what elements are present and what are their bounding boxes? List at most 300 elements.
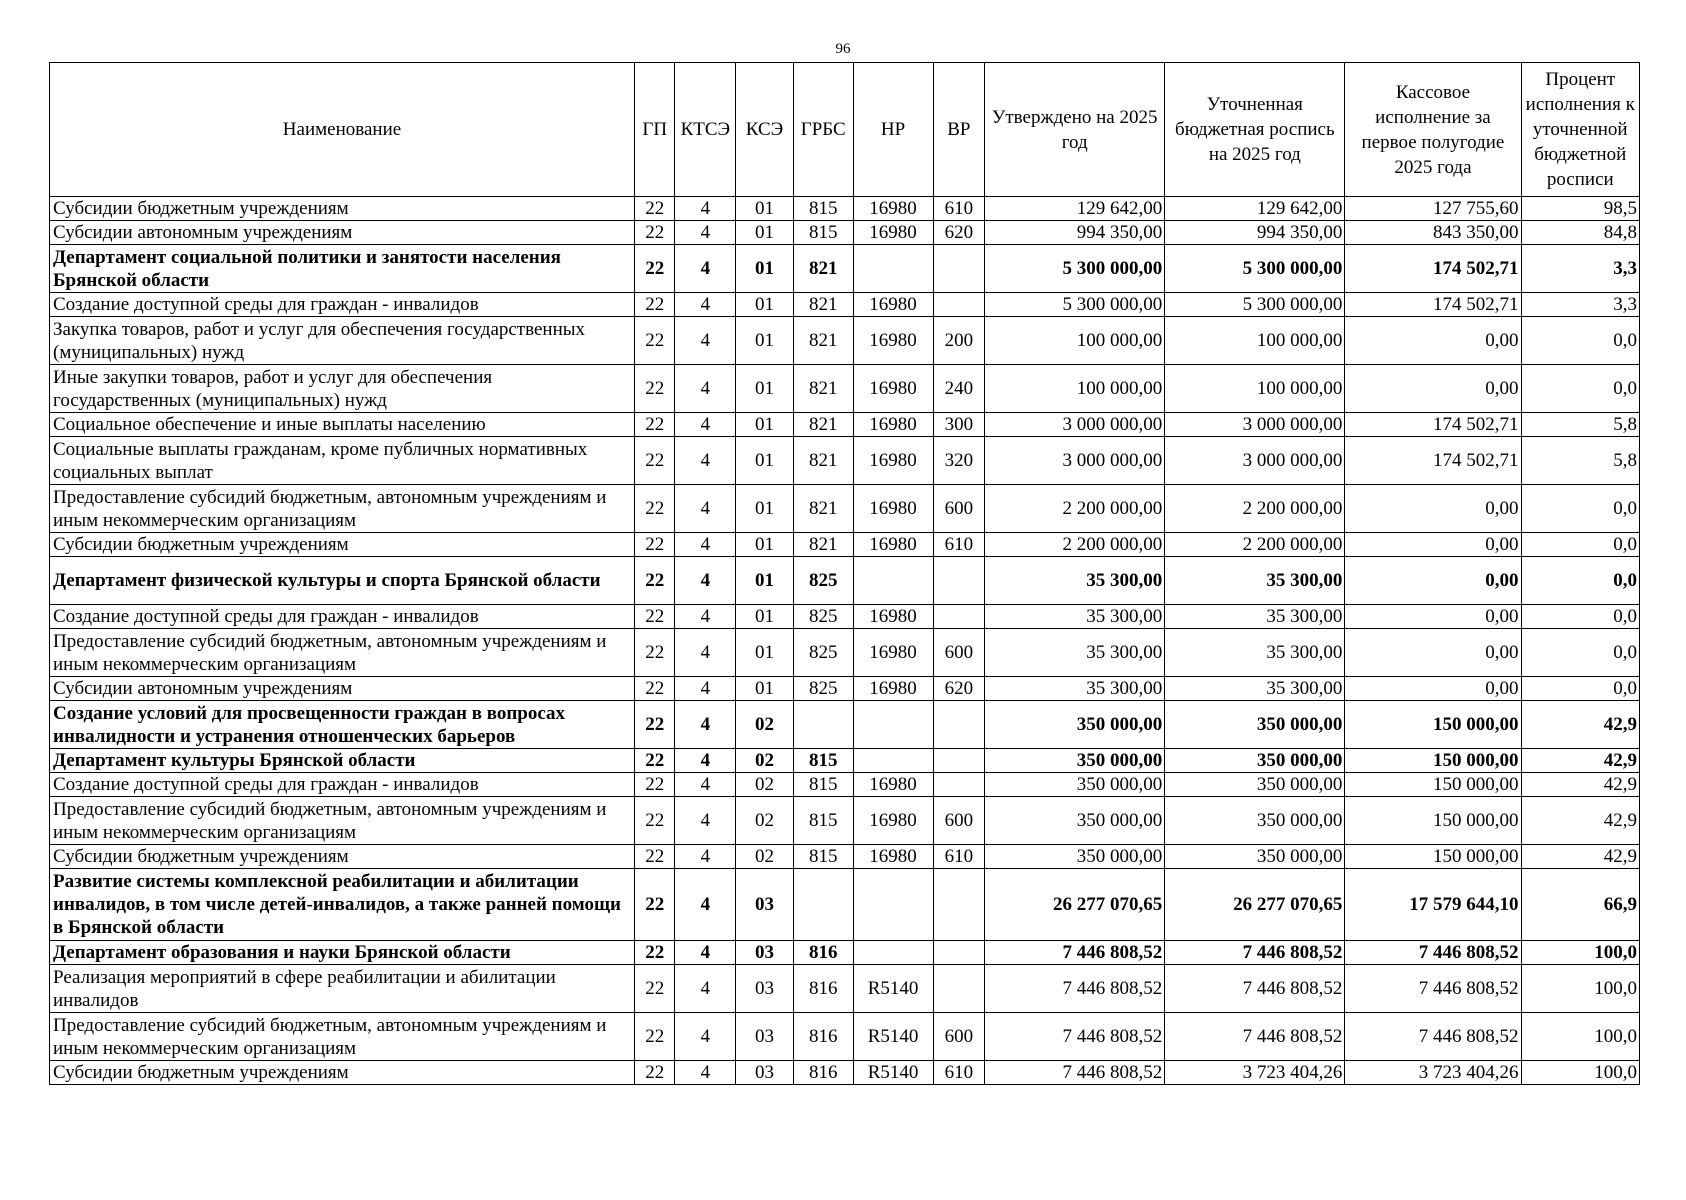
cell-name: Создание доступной среды для граждан - инвалидов <box>50 605 635 629</box>
cell-name: Департамент образования и науки Брянской области <box>50 941 635 965</box>
cell-approved: 7 446 808,52 <box>985 1061 1165 1085</box>
cell-grbs: 821 <box>793 485 853 533</box>
cell-name: Предоставление субсидий бюджетным, автономным учреждениям и иным некоммерческим организациям <box>50 1013 635 1061</box>
cell-percent: 42,9 <box>1521 749 1640 773</box>
cell-percent: 66,9 <box>1521 869 1640 941</box>
cell-ktse: 4 <box>675 245 736 293</box>
cell-nr: 16980 <box>853 533 933 557</box>
cell-refined: 3 000 000,00 <box>1165 437 1345 485</box>
cell-ktse: 4 <box>675 869 736 941</box>
cell-refined: 7 446 808,52 <box>1165 941 1345 965</box>
cell-ktse: 4 <box>675 797 736 845</box>
cell-vr <box>933 941 985 965</box>
cell-name: Развитие системы комплексной реабилитации и абилитации инвалидов, в том числе детей-инвалидов, а также ранней помощи в Брянской области <box>50 869 635 941</box>
cell-percent: 5,8 <box>1521 437 1640 485</box>
cell-vr: 240 <box>933 365 985 413</box>
cell-vr: 600 <box>933 797 985 845</box>
cell-gp: 22 <box>634 365 674 413</box>
cell-percent: 0,0 <box>1521 629 1640 677</box>
cell-grbs: 825 <box>793 677 853 701</box>
table-row <box>50 221 1640 245</box>
cell-nr: R5140 <box>853 1061 933 1085</box>
cell-nr: 16980 <box>853 197 933 221</box>
table-row <box>50 677 1640 701</box>
cell-vr: 300 <box>933 413 985 437</box>
cell-cash: 0,00 <box>1345 317 1521 365</box>
cell-cash: 127 755,60 <box>1345 197 1521 221</box>
header-cash: Кассовое исполнение за первое полугодие 2025 года <box>1345 63 1521 197</box>
cell-kse: 01 <box>736 245 794 293</box>
cell-approved: 350 000,00 <box>985 701 1165 749</box>
cell-refined: 7 446 808,52 <box>1165 965 1345 1013</box>
cell-cash: 0,00 <box>1345 485 1521 533</box>
cell-cash: 3 723 404,26 <box>1345 1061 1521 1085</box>
cell-refined: 5 300 000,00 <box>1165 245 1345 293</box>
cell-approved: 35 300,00 <box>985 557 1165 605</box>
cell-approved: 100 000,00 <box>985 365 1165 413</box>
cell-ktse: 4 <box>675 221 736 245</box>
cell-percent: 84,8 <box>1521 221 1640 245</box>
cell-grbs: 816 <box>793 965 853 1013</box>
cell-name: Субсидии автономным учреждениям <box>50 677 635 701</box>
cell-gp: 22 <box>634 413 674 437</box>
cell-percent: 98,5 <box>1521 197 1640 221</box>
cell-cash: 7 446 808,52 <box>1345 965 1521 1013</box>
cell-cash: 0,00 <box>1345 629 1521 677</box>
cell-percent: 0,0 <box>1521 365 1640 413</box>
cell-approved: 350 000,00 <box>985 773 1165 797</box>
cell-refined: 100 000,00 <box>1165 317 1345 365</box>
cell-percent: 3,3 <box>1521 245 1640 293</box>
cell-vr <box>933 701 985 749</box>
cell-kse: 02 <box>736 845 794 869</box>
cell-nr <box>853 749 933 773</box>
header-vr: ВР <box>933 63 985 197</box>
cell-kse: 03 <box>736 941 794 965</box>
cell-vr <box>933 245 985 293</box>
cell-gp: 22 <box>634 869 674 941</box>
cell-vr <box>933 605 985 629</box>
cell-cash: 174 502,71 <box>1345 437 1521 485</box>
cell-gp: 22 <box>634 941 674 965</box>
cell-nr: R5140 <box>853 1013 933 1061</box>
cell-kse: 01 <box>736 629 794 677</box>
cell-name: Закупка товаров, работ и услуг для обеспечения государственных (муниципальных) нужд <box>50 317 635 365</box>
cell-ktse: 4 <box>675 317 736 365</box>
table-row <box>50 413 1640 437</box>
cell-ktse: 4 <box>675 1013 736 1061</box>
cell-vr <box>933 965 985 1013</box>
cell-grbs <box>793 869 853 941</box>
cell-ktse: 4 <box>675 365 736 413</box>
cell-refined: 35 300,00 <box>1165 677 1345 701</box>
table-row <box>50 437 1640 485</box>
cell-name: Создание доступной среды для граждан - инвалидов <box>50 293 635 317</box>
cell-vr: 600 <box>933 485 985 533</box>
budget-table <box>49 62 1640 1085</box>
cell-gp: 22 <box>634 437 674 485</box>
cell-grbs: 821 <box>793 245 853 293</box>
cell-refined: 994 350,00 <box>1165 221 1345 245</box>
cell-name: Субсидии бюджетным учреждениям <box>50 197 635 221</box>
cell-gp: 22 <box>634 245 674 293</box>
cell-gp: 22 <box>634 557 674 605</box>
cell-kse: 03 <box>736 1061 794 1085</box>
cell-cash: 174 502,71 <box>1345 245 1521 293</box>
cell-refined: 5 300 000,00 <box>1165 293 1345 317</box>
table-row <box>50 749 1640 773</box>
header-name: Наименование <box>50 63 635 197</box>
cell-percent: 0,0 <box>1521 533 1640 557</box>
cell-percent: 0,0 <box>1521 677 1640 701</box>
cell-vr: 610 <box>933 845 985 869</box>
cell-percent: 42,9 <box>1521 773 1640 797</box>
cell-gp: 22 <box>634 1013 674 1061</box>
cell-approved: 26 277 070,65 <box>985 869 1165 941</box>
cell-grbs: 825 <box>793 629 853 677</box>
cell-nr: 16980 <box>853 317 933 365</box>
cell-nr: 16980 <box>853 677 933 701</box>
cell-approved: 35 300,00 <box>985 605 1165 629</box>
cell-name: Социальное обеспечение и иные выплаты населению <box>50 413 635 437</box>
cell-name: Предоставление субсидий бюджетным, автономным учреждениям и иным некоммерческим организациям <box>50 485 635 533</box>
cell-grbs <box>793 701 853 749</box>
cell-approved: 5 300 000,00 <box>985 245 1165 293</box>
cell-approved: 35 300,00 <box>985 677 1165 701</box>
cell-name: Иные закупки товаров, работ и услуг для обеспечения государственных (муниципальных) нужд <box>50 365 635 413</box>
cell-ktse: 4 <box>675 845 736 869</box>
cell-kse: 02 <box>736 701 794 749</box>
cell-ktse: 4 <box>675 557 736 605</box>
cell-vr: 610 <box>933 533 985 557</box>
cell-ktse: 4 <box>675 197 736 221</box>
cell-kse: 02 <box>736 797 794 845</box>
table-row <box>50 317 1640 365</box>
cell-name: Субсидии автономным учреждениям <box>50 221 635 245</box>
cell-name: Департамент физической культуры и спорта Брянской области <box>50 557 635 605</box>
header-nr: НР <box>853 63 933 197</box>
cell-ktse: 4 <box>675 413 736 437</box>
cell-grbs: 821 <box>793 413 853 437</box>
cell-kse: 03 <box>736 1013 794 1061</box>
cell-ktse: 4 <box>675 701 736 749</box>
cell-name: Реализация мероприятий в сфере реабилитации и абилитации инвалидов <box>50 965 635 1013</box>
cell-cash: 0,00 <box>1345 533 1521 557</box>
cell-kse: 01 <box>736 557 794 605</box>
cell-gp: 22 <box>634 773 674 797</box>
cell-gp: 22 <box>634 797 674 845</box>
cell-percent: 0,0 <box>1521 317 1640 365</box>
cell-refined: 35 300,00 <box>1165 605 1345 629</box>
cell-percent: 100,0 <box>1521 941 1640 965</box>
cell-gp: 22 <box>634 293 674 317</box>
table-row <box>50 1013 1640 1061</box>
cell-nr: 16980 <box>853 629 933 677</box>
cell-approved: 7 446 808,52 <box>985 941 1165 965</box>
cell-percent: 42,9 <box>1521 797 1640 845</box>
cell-approved: 7 446 808,52 <box>985 965 1165 1013</box>
cell-kse: 03 <box>736 869 794 941</box>
cell-grbs: 815 <box>793 845 853 869</box>
cell-approved: 3 000 000,00 <box>985 437 1165 485</box>
cell-approved: 2 200 000,00 <box>985 485 1165 533</box>
cell-vr <box>933 557 985 605</box>
cell-name: Департамент социальной политики и занятости населения Брянской области <box>50 245 635 293</box>
table-row <box>50 773 1640 797</box>
cell-approved: 129 642,00 <box>985 197 1165 221</box>
cell-grbs: 816 <box>793 1013 853 1061</box>
cell-grbs: 821 <box>793 317 853 365</box>
cell-kse: 01 <box>736 221 794 245</box>
cell-cash: 0,00 <box>1345 677 1521 701</box>
cell-name: Социальные выплаты гражданам, кроме публичных нормативных социальных выплат <box>50 437 635 485</box>
cell-percent: 3,3 <box>1521 293 1640 317</box>
cell-name: Субсидии бюджетным учреждениям <box>50 1061 635 1085</box>
cell-percent: 100,0 <box>1521 1013 1640 1061</box>
cell-cash: 0,00 <box>1345 365 1521 413</box>
cell-name: Создание доступной среды для граждан - инвалидов <box>50 773 635 797</box>
cell-name: Предоставление субсидий бюджетным, автономным учреждениям и иным некоммерческим организациям <box>50 629 635 677</box>
cell-cash: 150 000,00 <box>1345 701 1521 749</box>
cell-nr <box>853 245 933 293</box>
header-ktse: КТСЭ <box>675 63 736 197</box>
cell-grbs: 816 <box>793 1061 853 1085</box>
cell-cash: 17 579 644,10 <box>1345 869 1521 941</box>
cell-ktse: 4 <box>675 941 736 965</box>
cell-cash: 150 000,00 <box>1345 773 1521 797</box>
cell-nr: 16980 <box>853 221 933 245</box>
cell-name: Создание условий для просвещенности граждан в вопросах инвалидности и устранения отношенческих барьеров <box>50 701 635 749</box>
cell-approved: 3 000 000,00 <box>985 413 1165 437</box>
cell-grbs: 816 <box>793 941 853 965</box>
cell-refined: 2 200 000,00 <box>1165 485 1345 533</box>
cell-grbs: 825 <box>793 605 853 629</box>
cell-percent: 42,9 <box>1521 845 1640 869</box>
cell-refined: 350 000,00 <box>1165 845 1345 869</box>
cell-gp: 22 <box>634 677 674 701</box>
cell-grbs: 821 <box>793 437 853 485</box>
table-row <box>50 797 1640 845</box>
cell-gp: 22 <box>634 197 674 221</box>
cell-approved: 350 000,00 <box>985 845 1165 869</box>
header-kse: КСЭ <box>736 63 794 197</box>
table-row <box>50 557 1640 605</box>
table-row <box>50 245 1640 293</box>
cell-approved: 350 000,00 <box>985 749 1165 773</box>
cell-vr: 320 <box>933 437 985 485</box>
cell-gp: 22 <box>634 605 674 629</box>
cell-vr: 620 <box>933 221 985 245</box>
table-row <box>50 197 1640 221</box>
cell-nr: 16980 <box>853 485 933 533</box>
cell-gp: 22 <box>634 965 674 1013</box>
cell-nr: 16980 <box>853 293 933 317</box>
cell-percent: 100,0 <box>1521 965 1640 1013</box>
table-row <box>50 941 1640 965</box>
table-row <box>50 965 1640 1013</box>
cell-vr: 620 <box>933 677 985 701</box>
cell-percent: 5,8 <box>1521 413 1640 437</box>
cell-vr <box>933 749 985 773</box>
cell-refined: 350 000,00 <box>1165 749 1345 773</box>
cell-approved: 7 446 808,52 <box>985 1013 1165 1061</box>
cell-approved: 35 300,00 <box>985 629 1165 677</box>
cell-nr: 16980 <box>853 413 933 437</box>
table-row <box>50 485 1640 533</box>
cell-gp: 22 <box>634 317 674 365</box>
cell-vr: 200 <box>933 317 985 365</box>
cell-cash: 150 000,00 <box>1345 749 1521 773</box>
cell-vr: 610 <box>933 1061 985 1085</box>
cell-nr: R5140 <box>853 965 933 1013</box>
header-grbs: ГРБС <box>793 63 853 197</box>
table-row <box>50 533 1640 557</box>
cell-ktse: 4 <box>675 293 736 317</box>
cell-cash: 174 502,71 <box>1345 413 1521 437</box>
cell-gp: 22 <box>634 533 674 557</box>
cell-percent: 42,9 <box>1521 701 1640 749</box>
cell-nr: 16980 <box>853 437 933 485</box>
cell-gp: 22 <box>634 629 674 677</box>
cell-grbs: 815 <box>793 773 853 797</box>
cell-grbs: 825 <box>793 557 853 605</box>
cell-grbs: 815 <box>793 221 853 245</box>
page-number: 96 <box>835 41 851 57</box>
cell-kse: 01 <box>736 197 794 221</box>
cell-nr <box>853 701 933 749</box>
cell-cash: 843 350,00 <box>1345 221 1521 245</box>
table-row <box>50 1061 1640 1085</box>
table-row <box>50 701 1640 749</box>
cell-kse: 03 <box>736 965 794 1013</box>
cell-refined: 35 300,00 <box>1165 629 1345 677</box>
cell-percent: 0,0 <box>1521 605 1640 629</box>
cell-approved: 100 000,00 <box>985 317 1165 365</box>
cell-kse: 01 <box>736 365 794 413</box>
cell-name: Субсидии бюджетным учреждениям <box>50 845 635 869</box>
cell-grbs: 815 <box>793 749 853 773</box>
cell-approved: 5 300 000,00 <box>985 293 1165 317</box>
cell-cash: 0,00 <box>1345 605 1521 629</box>
cell-nr: 16980 <box>853 845 933 869</box>
cell-kse: 01 <box>736 293 794 317</box>
cell-vr: 600 <box>933 1013 985 1061</box>
cell-refined: 350 000,00 <box>1165 773 1345 797</box>
cell-grbs: 821 <box>793 365 853 413</box>
cell-vr: 600 <box>933 629 985 677</box>
cell-refined: 2 200 000,00 <box>1165 533 1345 557</box>
table-row <box>50 293 1640 317</box>
header-row <box>50 63 1640 197</box>
cell-refined: 7 446 808,52 <box>1165 1013 1345 1061</box>
table-row <box>50 869 1640 941</box>
cell-nr: 16980 <box>853 797 933 845</box>
cell-nr: 16980 <box>853 773 933 797</box>
cell-nr <box>853 557 933 605</box>
table-row <box>50 845 1640 869</box>
cell-refined: 350 000,00 <box>1165 701 1345 749</box>
cell-ktse: 4 <box>675 749 736 773</box>
cell-refined: 3 723 404,26 <box>1165 1061 1345 1085</box>
table-row <box>50 605 1640 629</box>
cell-cash: 7 446 808,52 <box>1345 941 1521 965</box>
header-percent: Процент исполнения к уточненной бюджетной росписи <box>1521 63 1640 197</box>
cell-name: Департамент культуры Брянской области <box>50 749 635 773</box>
cell-refined: 129 642,00 <box>1165 197 1345 221</box>
cell-approved: 994 350,00 <box>985 221 1165 245</box>
cell-ktse: 4 <box>675 629 736 677</box>
cell-approved: 350 000,00 <box>985 797 1165 845</box>
cell-refined: 35 300,00 <box>1165 557 1345 605</box>
cell-ktse: 4 <box>675 1061 736 1085</box>
cell-grbs: 815 <box>793 197 853 221</box>
cell-kse: 01 <box>736 605 794 629</box>
cell-kse: 01 <box>736 317 794 365</box>
cell-vr: 610 <box>933 197 985 221</box>
cell-nr <box>853 869 933 941</box>
cell-gp: 22 <box>634 485 674 533</box>
cell-grbs: 821 <box>793 293 853 317</box>
cell-kse: 02 <box>736 773 794 797</box>
cell-kse: 01 <box>736 437 794 485</box>
cell-grbs: 815 <box>793 797 853 845</box>
cell-cash: 150 000,00 <box>1345 797 1521 845</box>
cell-vr <box>933 293 985 317</box>
cell-percent: 0,0 <box>1521 557 1640 605</box>
cell-nr: 16980 <box>853 605 933 629</box>
cell-percent: 100,0 <box>1521 1061 1640 1085</box>
cell-kse: 01 <box>736 413 794 437</box>
cell-gp: 22 <box>634 845 674 869</box>
cell-ktse: 4 <box>675 773 736 797</box>
cell-grbs: 821 <box>793 533 853 557</box>
cell-name: Субсидии бюджетным учреждениям <box>50 533 635 557</box>
cell-cash: 7 446 808,52 <box>1345 1013 1521 1061</box>
table-row <box>50 629 1640 677</box>
cell-ktse: 4 <box>675 437 736 485</box>
cell-ktse: 4 <box>675 533 736 557</box>
cell-ktse: 4 <box>675 605 736 629</box>
cell-nr <box>853 941 933 965</box>
cell-gp: 22 <box>634 221 674 245</box>
cell-cash: 0,00 <box>1345 557 1521 605</box>
cell-name: Предоставление субсидий бюджетным, автономным учреждениям и иным некоммерческим организациям <box>50 797 635 845</box>
table-row <box>50 365 1640 413</box>
cell-vr <box>933 869 985 941</box>
cell-ktse: 4 <box>675 965 736 1013</box>
cell-refined: 350 000,00 <box>1165 797 1345 845</box>
cell-ktse: 4 <box>675 485 736 533</box>
cell-vr <box>933 773 985 797</box>
cell-refined: 3 000 000,00 <box>1165 413 1345 437</box>
cell-cash: 150 000,00 <box>1345 845 1521 869</box>
header-gp: ГП <box>634 63 674 197</box>
cell-kse: 01 <box>736 533 794 557</box>
cell-nr: 16980 <box>853 365 933 413</box>
cell-kse: 02 <box>736 749 794 773</box>
header-refined: Уточненная бюджетная роспись на 2025 год <box>1165 63 1345 197</box>
cell-gp: 22 <box>634 701 674 749</box>
header-approved: Утверждено на 2025 год <box>985 63 1165 197</box>
cell-refined: 26 277 070,65 <box>1165 869 1345 941</box>
cell-gp: 22 <box>634 1061 674 1085</box>
cell-refined: 100 000,00 <box>1165 365 1345 413</box>
cell-ktse: 4 <box>675 677 736 701</box>
cell-gp: 22 <box>634 749 674 773</box>
cell-cash: 174 502,71 <box>1345 293 1521 317</box>
cell-approved: 2 200 000,00 <box>985 533 1165 557</box>
cell-percent: 0,0 <box>1521 485 1640 533</box>
